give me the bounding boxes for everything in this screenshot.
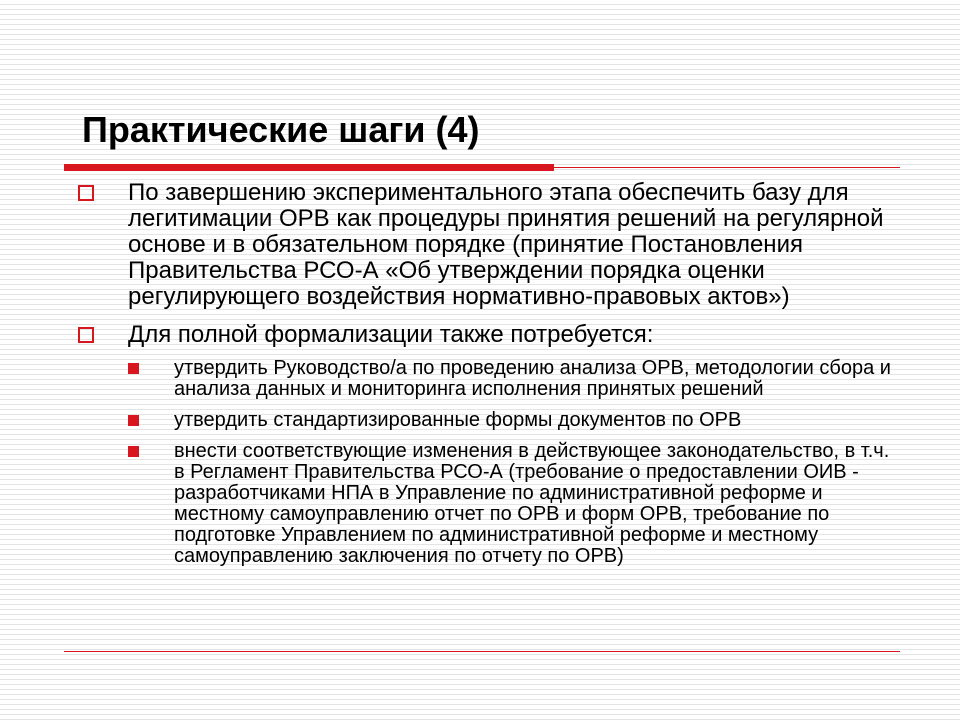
sub-bullet-text: утвердить стандартизированные формы документов по ОРВ	[174, 409, 742, 431]
filled-square-icon	[128, 363, 139, 374]
hollow-square-icon	[78, 185, 94, 201]
filled-square-icon	[128, 446, 139, 457]
title-underline-rule	[554, 167, 900, 168]
sub-bullet-text: утвердить Руководство/а по проведению анализа ОРВ, методологии сбора и анализа данных и мониторинга исполнения принятых решений	[174, 357, 891, 400]
hollow-square-icon	[78, 327, 94, 343]
sub-bullet-item-3	[124, 441, 900, 567]
sub-bullet-text: внести соответствующие изменения в действующее законодательство, в т.ч. в Регламент Правительства РСО-А (требование о предоставлении ОИВ - разработчиками НПА в Управление по административной реформе и местному самоуправлению отчет по ОРВ и форм ОРВ, требование по подготовке Управлением по административной реформе и местному самоуправлению заключения по отчету по ОРВ)	[174, 440, 890, 567]
bullet-item-2	[78, 322, 900, 348]
filled-square-icon	[128, 415, 139, 426]
bullet-text: По завершению экспериментального этапа обеспечить базу для легитимации ОРВ как процедуры принятия решений на регулярной основе и в обязательном порядке (принятие Постановления Правительства РСО-А «Об утверждении порядка оценки регулирующего воздействия нормативно-правовых актов»)	[128, 179, 884, 310]
bullet-item-1	[78, 180, 900, 310]
slide-content	[78, 180, 900, 577]
sub-bullet-item-1	[124, 358, 900, 400]
slide-title: Практические шаги (4)	[82, 109, 480, 150]
sub-bullet-list	[78, 358, 900, 567]
title-underline-bar	[64, 164, 554, 171]
bottom-rule	[64, 651, 900, 652]
sub-bullet-item-2	[124, 410, 900, 431]
bullet-text: Для полной формализации также потребуется:	[128, 321, 654, 348]
